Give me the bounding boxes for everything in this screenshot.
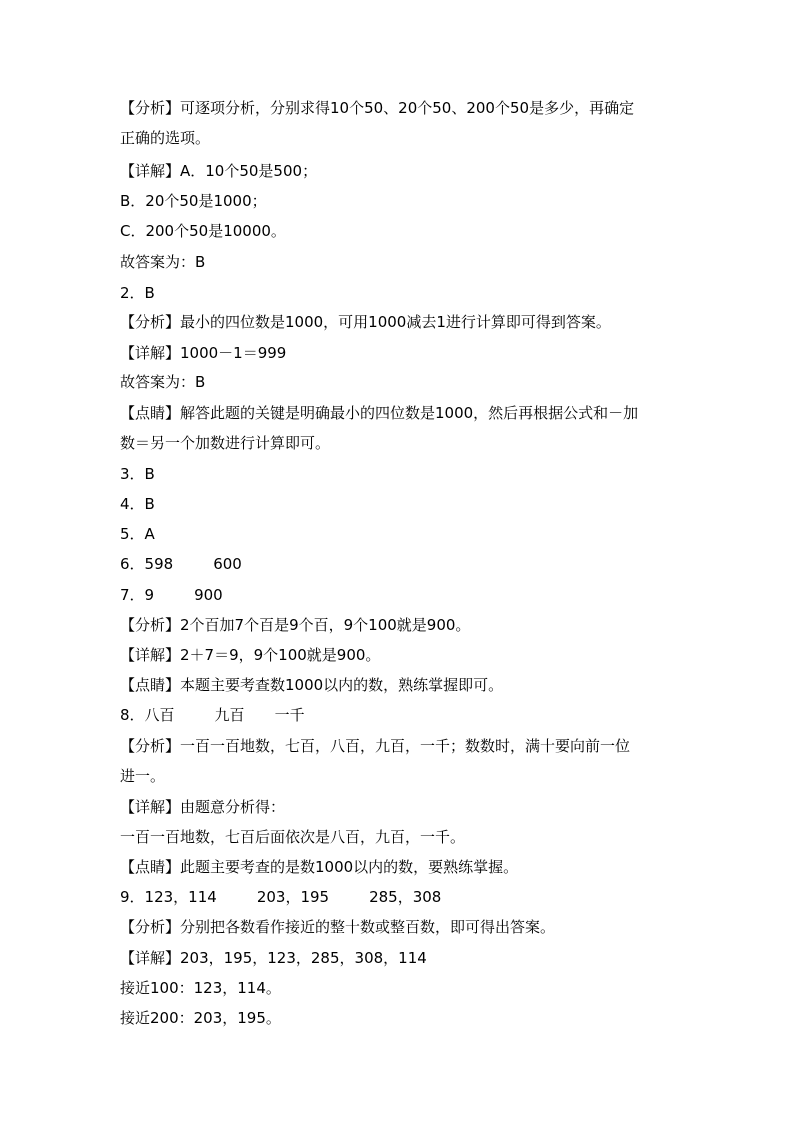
text-line: 【分析】2个百加7个百是9个百，9个100就是900。 xyxy=(120,616,471,634)
text-line: 【分析】一百一百地数，七百，八百，九百，一千；数数时，满十要向前一位 xyxy=(120,737,631,755)
text-line: B．20个50是1000； xyxy=(120,192,267,210)
answer-7-a: 7．9 xyxy=(120,586,155,604)
text-line: 【点睛】解答此题的关键是明确最小的四位数是1000，然后再根据公式和－加 xyxy=(120,404,639,422)
answer-6-b: 600 xyxy=(213,555,242,573)
answer-9-b: 203，195 xyxy=(256,888,330,906)
text-line: 接近200：203，195。 xyxy=(120,1009,281,1027)
text-line: 接近100：123，114。 xyxy=(120,979,281,997)
text-line: 一百一百地数，七百后面依次是八百，九百，一千。 xyxy=(120,828,466,846)
answer-7-b: 900 xyxy=(194,586,223,604)
text-line: 3．B xyxy=(120,465,155,483)
text-line: 故答案为：B xyxy=(120,253,206,271)
text-line: 【详解】1000－1＝999 xyxy=(120,344,287,362)
answer-6-a: 6．598 xyxy=(120,555,174,573)
answer-9-a: 9．123，114 xyxy=(120,888,217,906)
text-line: C．200个50是10000。 xyxy=(120,222,286,240)
answer-line-7 xyxy=(120,585,223,605)
text-line: 正确的选项。 xyxy=(120,129,211,147)
answer-8-a: 8．八百 xyxy=(120,706,175,724)
text-line: 数＝另一个加数进行计算即可。 xyxy=(120,434,331,452)
text-line: 【详解】203，195，123，285，308，114 xyxy=(120,949,427,967)
answer-line-9 xyxy=(120,887,441,907)
answer-line-6 xyxy=(120,554,242,574)
text-line: 【分析】可逐项分析，分别求得10个50、20个50、200个50是多少，再确定 xyxy=(120,99,635,117)
text-line: 【分析】最小的四位数是1000，可用1000减去1进行计算即可得到答案。 xyxy=(120,313,611,331)
answer-8-b: 九百 xyxy=(214,706,245,724)
text-line: 5．A xyxy=(120,525,155,543)
text-line: 【详解】A．10个50是500； xyxy=(120,162,318,180)
text-line: 【点睛】本题主要考查数1000以内的数，熟练掌握即可。 xyxy=(120,676,504,694)
text-line: 【分析】分别把各数看作接近的整十数或整百数，即可得出答案。 xyxy=(120,918,556,936)
text-line: 4．B xyxy=(120,495,155,513)
text-line: 【点睛】此题主要考查的是数1000以内的数，要熟练掌握。 xyxy=(120,858,519,876)
text-line: 进一。 xyxy=(120,767,166,785)
answer-8-c: 一千 xyxy=(274,706,305,724)
answer-9-c: 285，308 xyxy=(369,888,442,906)
text-line: 【详解】2＋7＝9，9个100就是900。 xyxy=(120,646,381,664)
text-line: 【详解】由题意分析得： xyxy=(120,798,286,816)
answer-line-8 xyxy=(120,705,305,725)
text-line: 2．B xyxy=(120,284,155,302)
text-line: 故答案为：B xyxy=(120,373,206,391)
